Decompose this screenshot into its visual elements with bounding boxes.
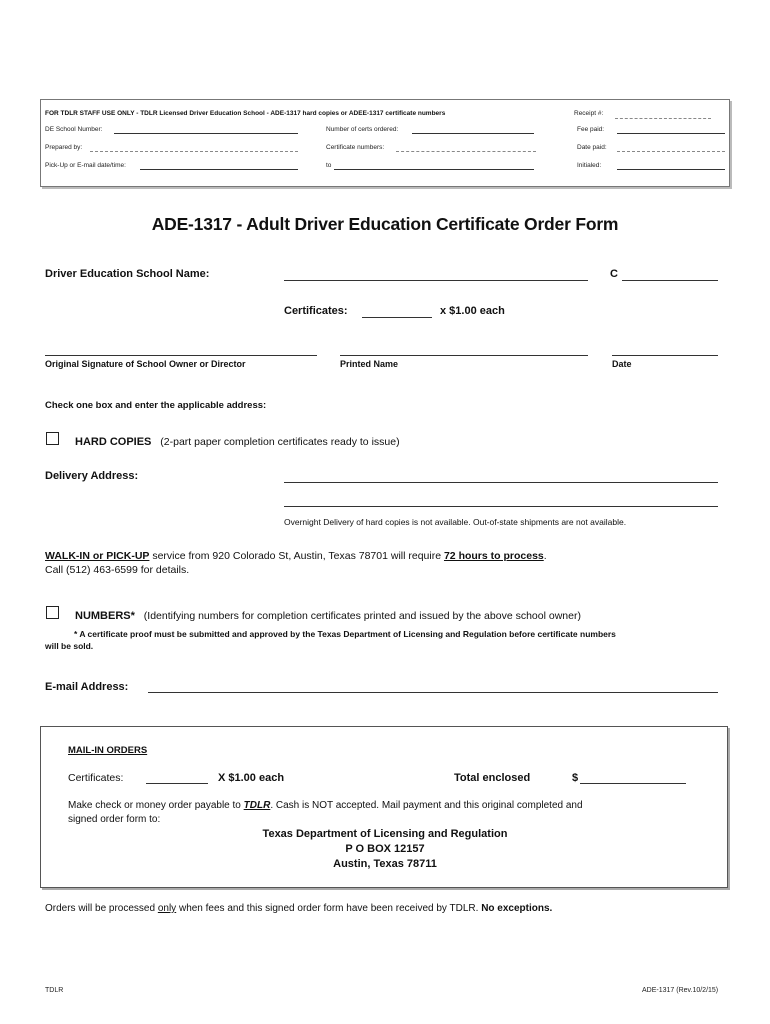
payable-line1 <box>68 800 583 811</box>
address-line1: Texas Department of Licensing and Regulation <box>262 828 508 840</box>
to-field[interactable] <box>334 169 534 170</box>
fee-paid-field[interactable] <box>617 133 725 134</box>
processing-note <box>45 903 552 914</box>
hard-copies-checkbox[interactable] <box>46 432 59 445</box>
receipt-label: Receipt #: <box>574 110 604 117</box>
total-enclosed-field[interactable] <box>580 783 686 784</box>
numbers-footnote-line2: will be sold. <box>45 641 94 651</box>
receipt-field[interactable] <box>615 118 711 119</box>
processing-only: only <box>157 903 177 914</box>
staff-heading: FOR TDLR STAFF USE ONLY - TDLR Licensed Driver Education School - ADE-1317 hard copies or ADEE-1317 certificate numbers <box>45 110 446 117</box>
date-field[interactable] <box>612 355 718 356</box>
walkin-hours: 72 hours to process <box>443 550 544 562</box>
numbers-checkbox[interactable] <box>46 606 59 619</box>
certs-ordered-label: Number of certs ordered: <box>326 126 399 133</box>
walkin-description: service from 920 Colorado St, Austin, Texas 78701 will require <box>149 550 444 562</box>
hard-copies-label: HARD COPIES <box>75 436 152 448</box>
date-paid-field[interactable] <box>617 151 725 152</box>
footer-left: TDLR <box>45 987 64 994</box>
school-number-field[interactable] <box>114 133 298 134</box>
numbers-footnote-line1: * A certificate proof must be submitted and approved by the Texas Department of Licensing and Regulation before certificate numbers <box>74 629 616 639</box>
mail-certificates-field[interactable] <box>146 783 208 784</box>
overnight-note: Overnight Delivery of hard copies is not available. Out-of-state shipments are not available. <box>284 517 627 527</box>
delivery-address-line1[interactable] <box>284 482 718 483</box>
payable-suffix: . Cash is NOT accepted. Mail payment and this original completed and <box>270 800 583 811</box>
processing-prefix: Orders will be processed <box>45 903 158 914</box>
price-label: x $1.00 each <box>440 305 505 317</box>
mail-price-label: X $1.00 each <box>218 772 285 784</box>
signature-label: Original Signature of School Owner or Director <box>45 359 246 369</box>
walkin-period: . <box>543 550 547 562</box>
address-line2: P O BOX 12157 <box>345 843 425 855</box>
address-line3: Austin, Texas 78711 <box>333 858 437 870</box>
prepared-by-label: Prepared by: <box>45 144 83 151</box>
delivery-address-label: Delivery Address: <box>45 470 139 482</box>
pickup-field[interactable] <box>140 169 298 170</box>
hard-copies-description: (2-part paper completion certificates ready to issue) <box>160 436 400 448</box>
to-label: to <box>326 162 332 169</box>
processing-middle: when fees and this signed order form have been received by TDLR. <box>176 903 482 914</box>
email-field[interactable] <box>148 692 718 693</box>
printed-name-label: Printed Name <box>340 359 399 369</box>
numbers-row <box>75 606 581 624</box>
certificates-label: Certificates: <box>284 305 348 317</box>
delivery-address-line2[interactable] <box>284 506 718 507</box>
footer-right: ADE-1317 (Rev.10/2/15) <box>642 987 719 994</box>
email-label: E-mail Address: <box>45 681 129 693</box>
numbers-label: NUMBERS* <box>75 610 135 622</box>
signature-field[interactable] <box>45 355 317 356</box>
numbers-description: (Identifying numbers for completion certificates printed and issued by the above school owner) <box>143 610 581 622</box>
printed-name-field[interactable] <box>340 355 588 356</box>
cert-numbers-field[interactable] <box>396 151 536 152</box>
school-number-label: DE School Number: <box>45 126 103 133</box>
c-label: C <box>610 268 618 280</box>
total-enclosed-label: Total enclosed <box>454 772 531 784</box>
mail-certificates-label: Certificates: <box>68 772 124 784</box>
page-title: ADE-1317 - Adult Driver Education Certificate Order Form <box>151 214 619 234</box>
dollar-sign: $ <box>572 772 579 784</box>
walkin-text <box>45 550 547 562</box>
walkin-call: Call (512) 463-6599 for details. <box>45 564 190 576</box>
certs-ordered-field[interactable] <box>412 133 534 134</box>
school-name-field[interactable] <box>284 280 588 281</box>
initialed-field[interactable] <box>617 169 725 170</box>
payable-prefix: Make check or money order payable to <box>68 800 244 811</box>
date-label: Date <box>612 359 632 369</box>
pickup-label: Pick-Up or E-mail date/time: <box>45 162 126 169</box>
check-instruction: Check one box and enter the applicable address: <box>45 400 267 411</box>
cert-numbers-label: Certificate numbers: <box>326 144 385 151</box>
date-paid-label: Date paid: <box>577 144 607 151</box>
walkin-label: WALK-IN or PICK-UP <box>45 550 150 562</box>
fee-paid-label: Fee paid: <box>577 126 605 133</box>
certificates-quantity-field[interactable] <box>362 317 432 318</box>
payable-to: TDLR <box>243 800 271 811</box>
prepared-by-field[interactable] <box>90 151 298 152</box>
payable-line2: signed order form to: <box>68 814 161 825</box>
initialed-label: Initialed: <box>577 162 602 169</box>
c-number-field[interactable] <box>622 280 718 281</box>
processing-no-exceptions: No exceptions. <box>481 903 553 914</box>
school-name-label: Driver Education School Name: <box>45 268 210 280</box>
mail-in-heading: MAIL-IN ORDERS <box>68 745 148 756</box>
hard-copies-row <box>75 432 400 450</box>
